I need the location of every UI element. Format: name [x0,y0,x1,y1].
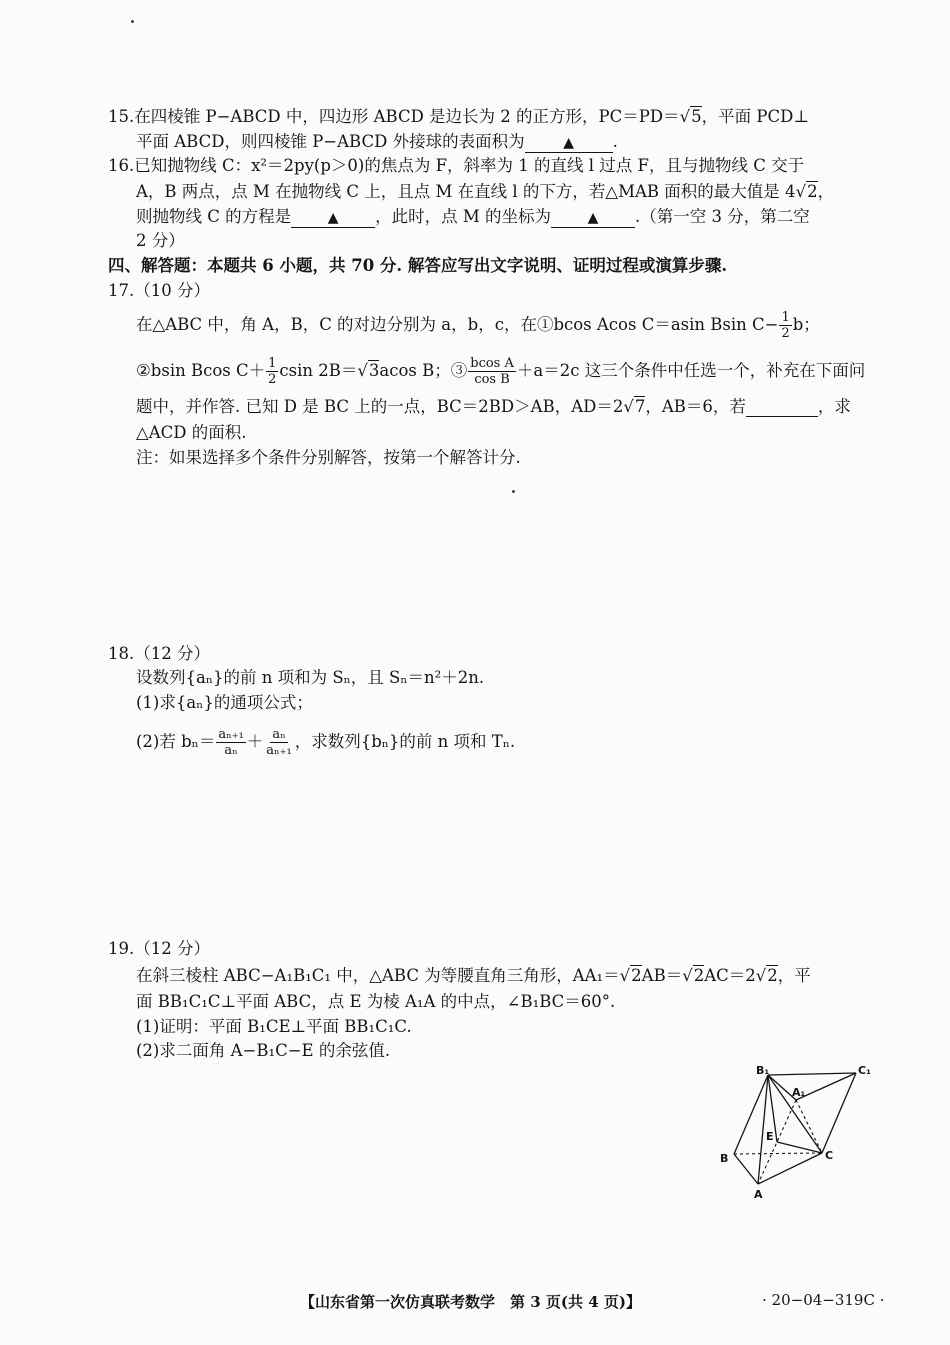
fraction: $\frac{\text{aₙ₊₁}}{\text{aₙ}}$ [218,727,244,758]
q19-head: 19.（12 分） [108,939,210,958]
edge-B1-C1 [768,1073,856,1075]
sqrt-symbol: √ [682,966,693,985]
q18-line1: 设数列{aₙ}的前 n 项和为 Sₙ，且 Sₙ＝n²＋2n. [136,668,485,687]
fraction: $\frac{1}{2}$ [781,310,790,341]
answer-blank [291,208,375,228]
q17-line3: 题中，并作答. 已知 D 是 BC 上的一点，BC＝2BD＞AB，AD＝2√7，AB＝6，若 ，求 [136,397,851,416]
triangle-mark-icon: ▲ [587,210,599,226]
answer-blank [746,398,818,417]
sqrt-symbol: √ [619,966,631,985]
q19-line2: 面 BB₁C₁C⊥平面 ABC，点 E 为棱 A₁A 的中点，∠B₁BC＝60°. [136,992,616,1011]
answer-blank [551,208,635,228]
hidden-edge-A1-C [796,1100,822,1153]
q15-line1: 15.在四棱锥 P−ABCD 中，四边形 ABCD 是边长为 2 的正方形，PC＝PD＝√5，平面 PCD⊥ [108,107,809,126]
triangle-mark-icon: ▲ [563,135,574,151]
label-A: A [754,1188,763,1201]
q16-number: 16. [108,156,135,175]
label-C: C [825,1149,834,1162]
fraction: $\frac{1}{2}$ [268,356,277,387]
q15-line2: 平面 ABCD，则四棱锥 P−ABCD 外接球的表面积为 ▲ . [136,132,618,151]
edge-B-A [734,1154,758,1184]
edge-A-C [758,1153,822,1184]
sqrt-symbol: √ [679,107,691,126]
sqrt-symbol: √ [755,966,767,985]
triangle-mark-icon: ▲ [327,210,339,226]
q17-line4: △ACD 的面积. [136,423,247,442]
q16-line2: A，B 两点，点 M 在抛物线 C 上，且点 M 在直线 l 的下方，若△MAB 面积的最大值是 4√2， [136,182,835,201]
q15-number: 15. [108,107,135,126]
q19-line3: (1)证明：平面 B₁CE⊥平面 BB₁C₁C. [136,1017,412,1036]
q16-line1: 16.已知抛物线 C：x²＝2py(p＞0)的焦点为 F，斜率为 1 的直线 l 过点 F，且与抛物线 C 交于 [108,156,805,175]
label-C1: C₁ [858,1064,871,1077]
fraction: $\frac{\text{aₙ}}{\text{aₙ₊₁}}$ [266,727,292,758]
fraction: $\frac{\text{bcos A}}{\text{cos B}}$ [470,356,514,387]
q18-line3: (2)若 bₙ＝ $\frac{\text{aₙ₊₁}}{\text{aₙ}}$ ＋ $\frac{\text{aₙ}}{\text{aₙ₊₁}}$ ，求数列{bₙ}的前 n 项和 Tₙ. [136,727,516,758]
q17-note: 注：如果选择多个条件分别解答，按第一个解答计分. [136,448,521,467]
q16-line4: 2 分） [136,231,185,250]
sqrt-symbol: √ [795,182,807,201]
label-E: E [766,1130,774,1143]
footer-code: · 20−04−319C · [762,1291,885,1309]
q17-head: 17.（10 分） [108,281,210,300]
scan-speck [131,20,134,23]
q17-line2: ②bsin Bcos C＋ $\frac{1}{2}$ csin 2B＝√3acos B；③ $\frac{\text{bcos A}}{\text{cos B}}$ ＋a＝2c 这三个条件中任选一个，补充在下面问 [136,356,866,387]
section-heading: 四、解答题：本题共 6 小题，共 70 分. 解答应写出文字说明、证明过程或演算步骤. [108,256,728,275]
answer-blank [525,133,613,153]
label-A1: A₁ [792,1086,806,1099]
q18-line2: (1)求{aₙ}的通项公式； [136,693,313,712]
sqrt-symbol: √ [623,397,634,416]
scan-speck [512,490,515,493]
label-B: B [720,1152,729,1165]
prism-figure [712,1060,882,1205]
edge-B1-B [734,1075,768,1154]
sqrt-symbol: √ [357,361,368,380]
q19-line1: 在斜三棱柱 ABC−A₁B₁C₁ 中，△ABC 为等腰直角三角形，AA₁＝√2AB＝√2AC＝2√2，平 [136,966,811,985]
q16-line3: 则抛物线 C 的方程是 ▲ ，此时，点 M 的坐标为 ▲ .（第一空 3 分，第二空 [136,207,810,226]
edge-C1-C [822,1073,856,1153]
footer-page-info: 【山东省第一次仿真联考数学 第 3 页(共 4 页)】 [300,1293,641,1311]
hidden-edge-B-C [734,1153,822,1154]
q17-line1: 在△ABC 中，角 A，B，C 的对边分别为 a，b，c，在①bcos Acos C＝asin Bsin C− $\frac{1}{2}$ b； [136,310,820,341]
q19-line4: (2)求二面角 A−B₁C−E 的余弦值. [136,1041,391,1060]
q18-head: 18.（12 分） [108,644,210,663]
label-B1: B₁ [756,1064,770,1077]
